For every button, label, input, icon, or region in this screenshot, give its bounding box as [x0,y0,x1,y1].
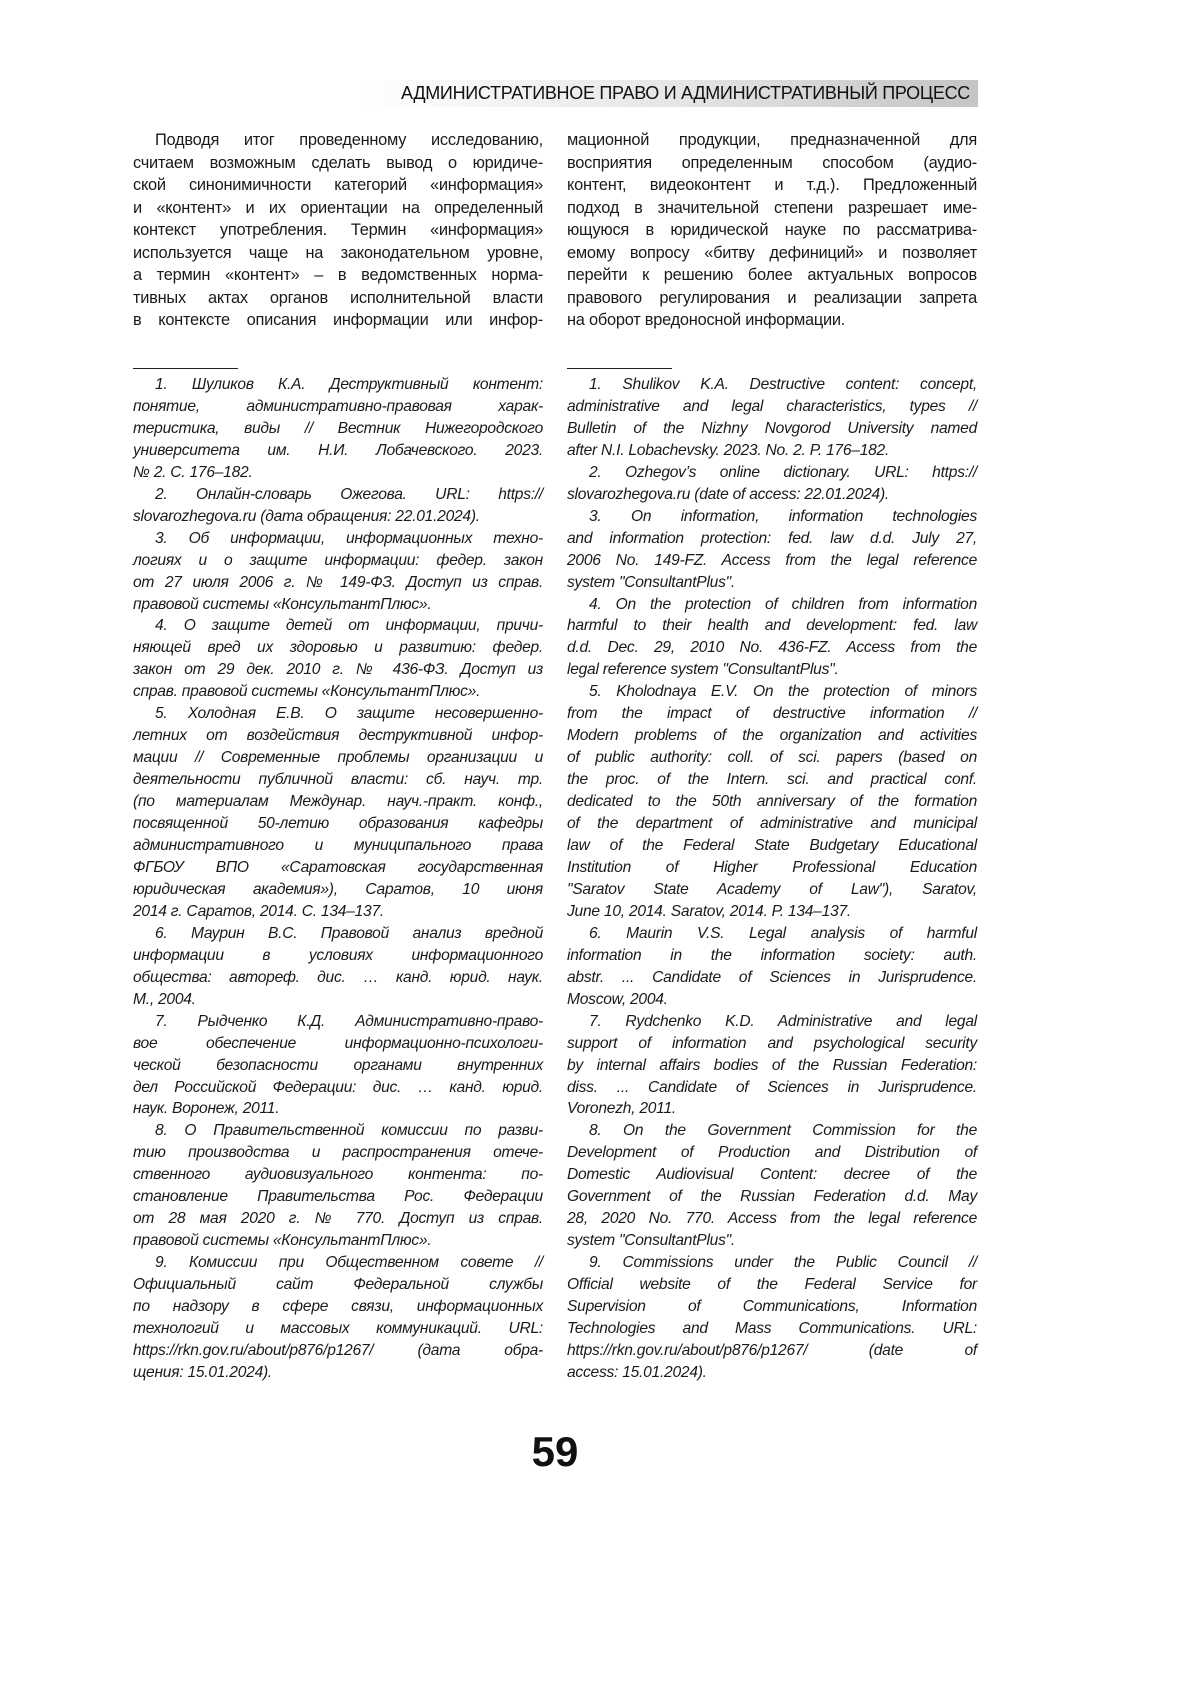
text-line: становление Правительства Рос. Федерации [133,1186,543,1208]
reference-item [567,374,977,462]
text-line: 4. О защите детей от информации, причи- [133,615,543,637]
text-line: общества: автореф. дис. … канд. юрид. наук. [133,967,543,989]
text-line: справ. правовой системы «КонсультантПлюс». [133,681,543,703]
text-line: 8. О Правительственной комиссии по разви- [133,1120,543,1142]
text-line: понятие, административно-правовая харак- [133,396,543,418]
text-line: Supervision of Communications, Information [567,1296,977,1318]
text-line: by internal affairs bodies of the Russian Federation: [567,1055,977,1077]
reference-item [133,528,543,616]
text-line: diss. ... Candidate of Sciences in Jurisprudence. [567,1077,977,1099]
text-line: правового регулирования и реализации запрета [567,287,977,310]
text-line: 3. Об информации, информационных техно- [133,528,543,550]
text-line: 1. Shulikov K.A. Destructive content: concept, [567,374,977,396]
text-line: считаем возможным сделать вывод о юридиче- [133,152,543,175]
text-line: ской синонимичности категорий «информация» [133,174,543,197]
text-line: system "ConsultantPlus". [567,1230,977,1252]
text-line: Voronezh, 2011. [567,1098,977,1120]
reference-item [133,1252,543,1384]
text-line: 2. Ozhegov’s online dictionary. URL: https:// [567,462,977,484]
page-number: 59 [0,1428,1110,1476]
text-line: летних от воздействия деструктивной инфор- [133,725,543,747]
footnote-divider-right [567,368,672,369]
section-title: АДМИНИСТРАТИВНОЕ ПРАВО И АДМИНИСТРАТИВНЫЙ ПРОЦЕСС [401,83,970,104]
text-line: восприятия определенным способом (аудио- [567,152,977,175]
text-line: по надзору в сфере связи, информационных [133,1296,543,1318]
text-line: of public authority: coll. of sci. papers (based on [567,747,977,769]
text-line: 2014 г. Саратов, 2014. С. 134–137. [133,901,543,923]
footnote-divider-left [133,368,238,369]
text-line: law of the Federal State Budgetary Educational [567,835,977,857]
text-line: the proc. of the Intern. sci. and practical conf. [567,769,977,791]
text-line: 5. Kholodnaya E.V. On the protection of minors [567,681,977,703]
reference-item [567,681,977,922]
text-line: информации в условиях информационного [133,945,543,967]
text-line: в контексте описания информации или инфор- [133,309,543,332]
text-line: тивных актах органов исполнительной власти [133,287,543,310]
text-line: 28, 2020 No. 770. Access from the legal reference [567,1208,977,1230]
text-line: information in the information society: auth. [567,945,977,967]
text-line: June 10, 2014. Saratov, 2014. P. 134–137. [567,901,977,923]
references-russian [133,374,543,1384]
text-line: 2006 No. 149-FZ. Access from the legal reference [567,550,977,572]
text-line: slovarozhegova.ru (дата обращения: 22.01.2024). [133,506,543,528]
text-line: slovarozhegova.ru (date of access: 22.01.2024). [567,484,977,506]
text-line: legal reference system "ConsultantPlus". [567,659,977,681]
reference-item [133,703,543,923]
text-line: Development of Production and Distribution of [567,1142,977,1164]
text-line: Официальный сайт Федеральной службы [133,1274,543,1296]
text-line: дел Российской Федерации: дис. … канд. юрид. [133,1077,543,1099]
text-line: Official website of the Federal Service for [567,1274,977,1296]
text-line: harmful to their health and development: fed. law [567,615,977,637]
reference-item [567,1252,977,1384]
text-line: Domestic Audiovisual Content: decree of the [567,1164,977,1186]
text-line: 1. Шуликов К.А. Деструктивный контент: [133,374,543,396]
text-line: Bulletin of the Nizhny Novgorod University named [567,418,977,440]
reference-item [133,484,543,528]
text-line: мации // Современные проблемы организации и [133,747,543,769]
text-line: administrative and legal characteristics, types // [567,396,977,418]
text-line: университета им. Н.И. Лобачевского. 2023. [133,440,543,462]
text-line: 6. Maurin V.S. Legal analysis of harmful [567,923,977,945]
body-column-left [133,129,543,332]
text-line: и «контент» и их ориентации на определенный [133,197,543,220]
text-line: (по материалам Междунар. науч.-практ. конф., [133,791,543,813]
text-line: Moscow, 2004. [567,989,977,1011]
reference-item [567,462,977,506]
text-line: емому вопросу «битву дефиниций» и позволяет [567,242,977,265]
text-line: 4. On the protection of children from information [567,594,977,616]
text-line: контекст употребления. Термин «информация» [133,219,543,242]
text-line: юридическая академия»), Саратов, 10 июня [133,879,543,901]
reference-item [567,506,977,594]
reference-item [567,923,977,1011]
text-line: 2. Онлайн-словарь Ожегова. URL: https:// [133,484,543,506]
text-line: ственного аудиовизуального контента: по- [133,1164,543,1186]
body-paragraph [567,129,977,332]
text-line: вое обеспечение информационно-психологи- [133,1033,543,1055]
body-paragraph [133,129,543,332]
text-line: Technologies and Mass Communications. URL: [567,1318,977,1340]
text-line: https://rkn.gov.ru/about/p876/p1267/ (date of [567,1340,977,1362]
reference-item [133,374,543,484]
text-line: of the department of administrative and municipal [567,813,977,835]
text-line: административного и муниципального права [133,835,543,857]
text-line: подход в значительной степени разрешает име- [567,197,977,220]
references-english [567,374,977,1384]
text-line: технологий и массовых коммуникаций. URL: [133,1318,543,1340]
reference-item [567,1011,977,1121]
text-line: 9. Комиссии при Общественном совете // [133,1252,543,1274]
reference-item [133,1011,543,1121]
text-line: теристика, виды // Вестник Нижегородского [133,418,543,440]
text-line: 6. Маурин В.С. Правовой анализ вредной [133,923,543,945]
text-line: М., 2004. [133,989,543,1011]
body-column-right [567,129,977,332]
text-line: контент, видеоконтент и т.д.). Предложенный [567,174,977,197]
text-line: Government of the Russian Federation d.d. May [567,1186,977,1208]
text-line: 8. On the Government Commission for the [567,1120,977,1142]
text-line: dedicated to the 50th anniversary of the formation [567,791,977,813]
text-line: посвященной 50-летию образования кафедры [133,813,543,835]
text-line: тию производства и распространения отече- [133,1142,543,1164]
text-line: Institution of Higher Professional Education [567,857,977,879]
text-line: наук. Воронеж, 2011. [133,1098,543,1120]
text-line: а термин «контент» – в ведомственных норма- [133,264,543,287]
text-line: after N.I. Lobachevsky. 2023. No. 2. P. 176–182. [567,440,977,462]
text-line: ФГБОУ ВПО «Саратовская государственная [133,857,543,879]
text-line: d.d. Dec. 29, 2010 No. 436-FZ. Access from the [567,637,977,659]
text-line: 7. Rydchenko K.D. Administrative and legal [567,1011,977,1033]
text-line: Подводя итог проведенному исследованию, [133,129,543,152]
text-line: от 28 мая 2020 г. № 770. Доступ из справ. [133,1208,543,1230]
text-line: access: 15.01.2024). [567,1362,977,1384]
reference-item [133,1120,543,1252]
text-line: support of information and psychological security [567,1033,977,1055]
text-line: няющей вред их здоровью и развитию: федер. [133,637,543,659]
text-line: 5. Холодная Е.В. О защите несовершенно- [133,703,543,725]
text-line: мационной продукции, предназначенной для [567,129,977,152]
reference-item [133,923,543,1011]
text-line: используется чаще на законодательном уровне, [133,242,543,265]
text-line: ческой безопасности органами внутренних [133,1055,543,1077]
text-line: and information protection: fed. law d.d. July 27, [567,528,977,550]
text-line: abstr. ... Candidate of Sciences in Jurisprudence. [567,967,977,989]
text-line: 3. On information, information technologies [567,506,977,528]
reference-item [567,1120,977,1252]
text-line: ющуюся в юридической науке по рассматрива- [567,219,977,242]
reference-item [133,615,543,703]
text-line: логиях и о защите информации: федер. закон [133,550,543,572]
text-line: закон от 29 дек. 2010 г. № 436-ФЗ. Доступ из [133,659,543,681]
running-header [360,80,978,107]
text-line: from the impact of destructive information // [567,703,977,725]
text-line: 7. Рыдченко К.Д. Административно-право- [133,1011,543,1033]
text-line: деятельности публичной власти: сб. науч. тр. [133,769,543,791]
text-line: правовой системы «КонсультантПлюс». [133,1230,543,1252]
text-line: Modern problems of the organization and activities [567,725,977,747]
text-line: на оборот вредоносной информации. [567,309,977,332]
text-line: system "ConsultantPlus". [567,572,977,594]
reference-item [567,594,977,682]
text-line: "Saratov State Academy of Law"), Saratov, [567,879,977,901]
text-line: перейти к решению более актуальных вопросов [567,264,977,287]
text-line: щения: 15.01.2024). [133,1362,543,1384]
text-line: 9. Commissions under the Public Council // [567,1252,977,1274]
text-line: правовой системы «КонсультантПлюс». [133,594,543,616]
text-line: от 27 июля 2006 г. № 149-ФЗ. Доступ из справ. [133,572,543,594]
text-line: № 2. С. 176–182. [133,462,543,484]
text-line: https://rkn.gov.ru/about/p876/p1267/ (дата обра- [133,1340,543,1362]
